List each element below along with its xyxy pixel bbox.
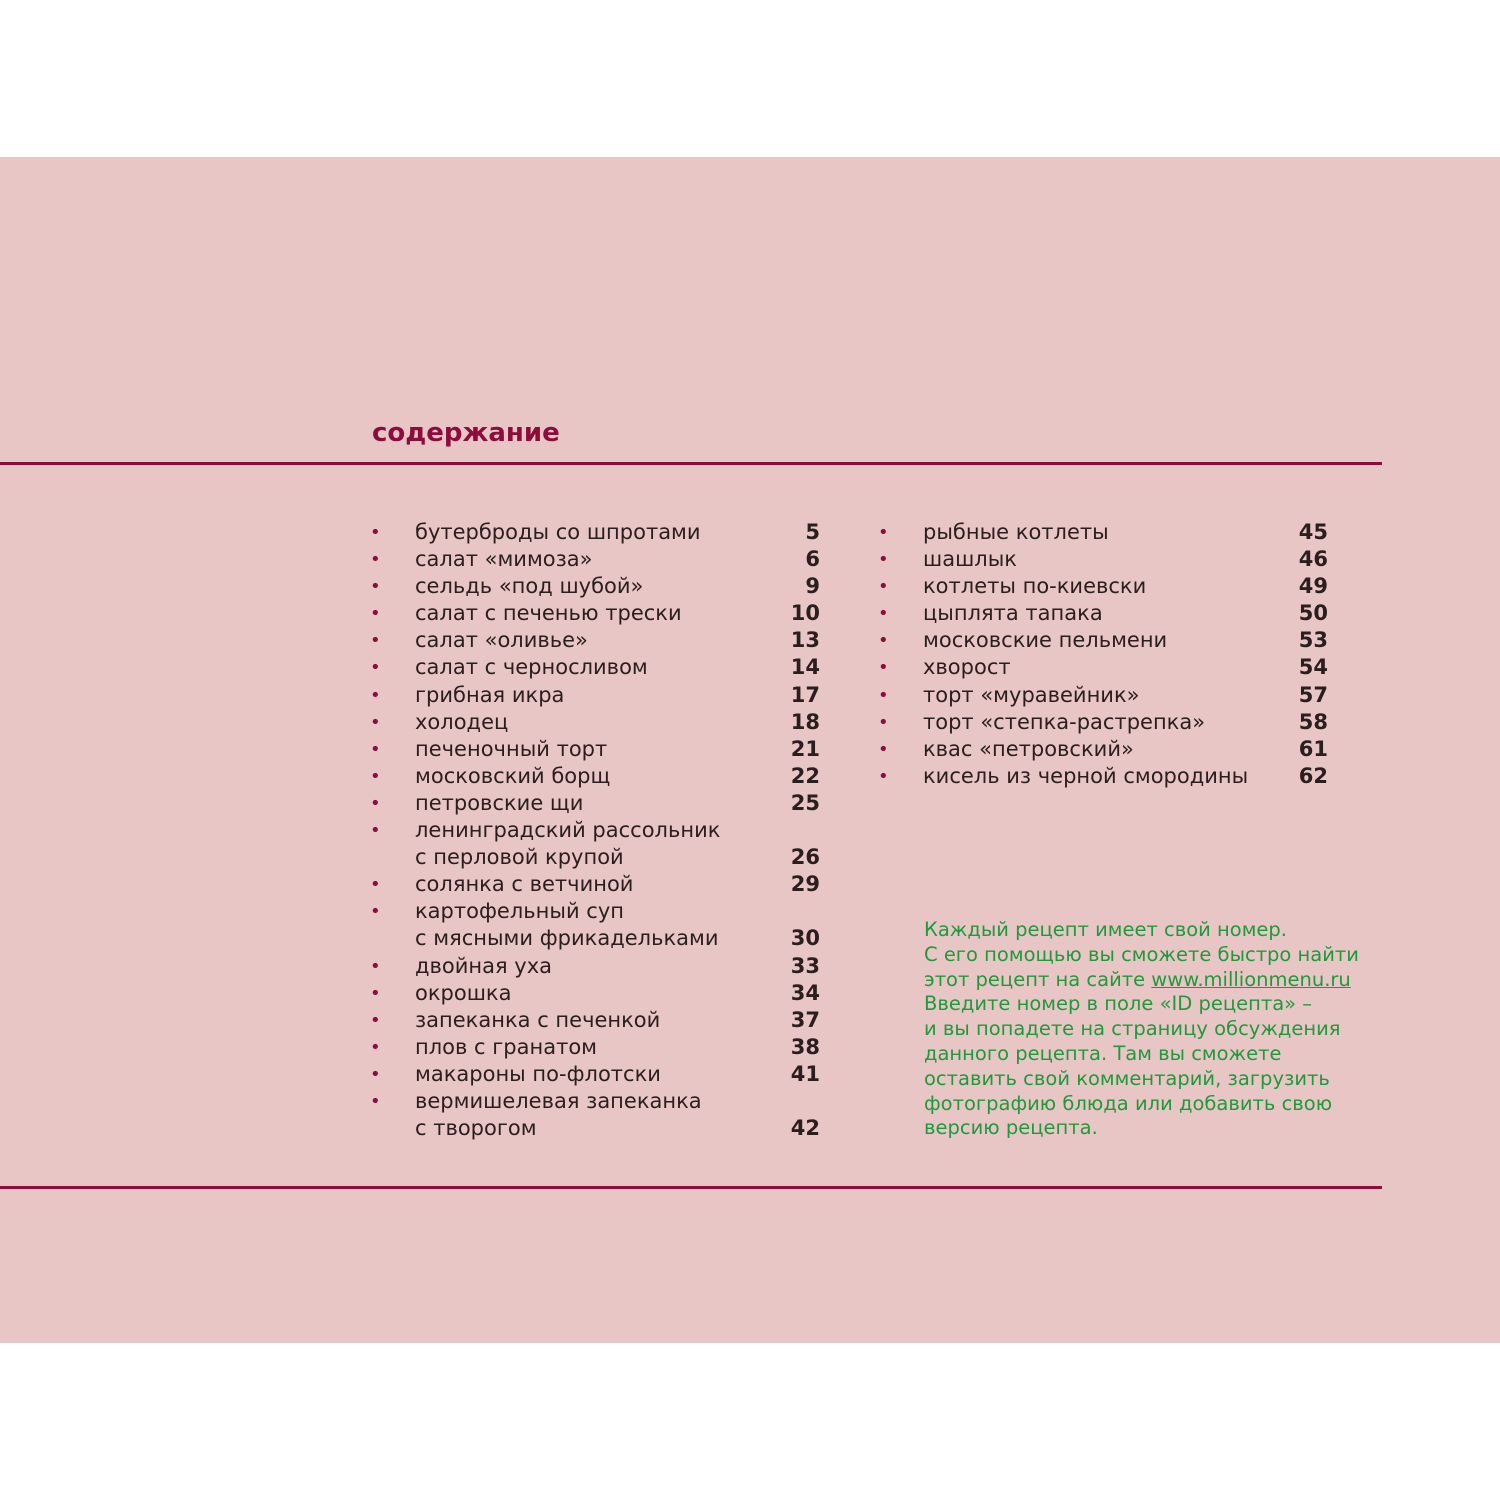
bullet-icon: • [370, 765, 381, 787]
toc-page-number: 29 [790, 872, 820, 897]
toc-page-number: 33 [790, 953, 820, 978]
toc-entry[interactable] [878, 600, 1338, 627]
bullet-icon: • [370, 684, 381, 706]
toc-page-number: 6 [805, 547, 820, 572]
toc-entry-title: окрошка [415, 980, 512, 1005]
bullet-icon: • [370, 955, 381, 977]
note-line: С его помощью вы сможете быстро найти [924, 942, 1359, 966]
bullet-icon: • [370, 982, 381, 1004]
note-line: Каждый рецепт имеет свой номер. [924, 918, 1287, 941]
toc-entry-title: запеканка с печенкой [415, 1007, 661, 1032]
toc-left-column [370, 519, 830, 1142]
bullet-icon: • [370, 576, 381, 598]
toc-entry-title-continued: с перловой крупой [415, 845, 624, 870]
toc-page-number: 10 [790, 601, 820, 626]
bullet-icon: • [370, 874, 381, 896]
toc-page-number: 45 [1298, 520, 1328, 544]
toc-entry-title: бутерброды со шпротами [415, 520, 701, 544]
toc-page-number: 57 [1298, 682, 1328, 707]
toc-page-number: 30 [790, 926, 820, 951]
toc-entry-title: петровские щи [415, 790, 584, 815]
toc-page-number: 58 [1298, 709, 1328, 734]
toc-entry-title: солянка с ветчиной [415, 872, 634, 897]
note-text: этот рецепт на сайте [924, 967, 1152, 991]
page-title: содержание [372, 418, 560, 448]
toc-entry[interactable] [370, 709, 830, 736]
toc-entry[interactable] [878, 709, 1338, 736]
note-line [924, 968, 1374, 993]
toc-entry-title: торт «муравейник» [923, 682, 1140, 707]
toc-page-number: 5 [805, 520, 820, 544]
toc-entry[interactable] [370, 953, 830, 980]
note-line: данного рецепта. Там вы сможете [924, 1041, 1282, 1065]
toc-entry[interactable] [878, 627, 1338, 654]
toc-entry-title: рыбные котлеты [923, 520, 1109, 544]
toc-page-number: 54 [1298, 655, 1328, 680]
note-line: фотографию блюда или добавить свою [924, 1091, 1333, 1115]
top-divider [0, 462, 1382, 465]
bottom-divider [0, 1186, 1382, 1189]
toc-entry[interactable] [370, 682, 830, 709]
bullet-icon: • [878, 684, 889, 706]
toc-page-number: 42 [790, 1116, 820, 1141]
toc-page-number: 21 [790, 736, 820, 761]
toc-entry[interactable] [370, 1088, 830, 1142]
toc-entry-title: торт «степка-растрепка» [923, 709, 1206, 734]
website-link[interactable]: www.millionmenu.ru [1151, 967, 1351, 991]
toc-entry-title: котлеты по-киевски [923, 574, 1147, 599]
toc-entry-title: сельдь «под шубой» [415, 574, 644, 599]
toc-entry-title: печеночный торт [415, 736, 608, 761]
toc-entry[interactable] [370, 1007, 830, 1034]
toc-entry-title: шашлык [923, 547, 1017, 572]
note-line: и вы попадете на страницу обсуждения [924, 1017, 1341, 1041]
toc-entry-title: плов с гранатом [415, 1034, 598, 1059]
toc-entry[interactable] [370, 817, 830, 871]
bullet-icon: • [370, 820, 381, 842]
toc-entry-title: квас «петровский» [923, 736, 1134, 761]
toc-page-number: 50 [1298, 601, 1328, 626]
toc-entry[interactable] [878, 573, 1338, 600]
toc-page-number: 34 [790, 980, 820, 1005]
toc-entry[interactable] [370, 790, 830, 817]
toc-entry[interactable] [370, 736, 830, 763]
bullet-icon: • [370, 1090, 381, 1112]
toc-page-number: 18 [790, 709, 820, 734]
toc-entry-title-continued: с творогом [415, 1116, 537, 1141]
toc-entry[interactable] [370, 600, 830, 627]
bullet-icon: • [370, 901, 381, 923]
bullet-icon: • [370, 657, 381, 679]
bullet-icon: • [370, 711, 381, 733]
toc-entry[interactable] [878, 763, 1338, 790]
note-line: оставить свой комментарий, загрузить [924, 1066, 1330, 1090]
bullet-icon: • [878, 576, 889, 598]
toc-entry[interactable] [370, 1034, 830, 1061]
bullet-icon: • [878, 711, 889, 733]
toc-page-number: 62 [1298, 763, 1328, 788]
toc-entry[interactable] [370, 546, 830, 573]
bullet-icon: • [370, 738, 381, 760]
bullet-icon: • [878, 765, 889, 787]
toc-entry-title: двойная уха [415, 953, 553, 978]
toc-entry[interactable] [370, 573, 830, 600]
bullet-icon: • [370, 792, 381, 814]
bullet-icon: • [878, 522, 889, 543]
toc-page-number: 49 [1298, 574, 1328, 599]
toc-entry-title: салат с черносливом [415, 655, 648, 680]
toc-page-number: 17 [790, 682, 820, 707]
toc-entry-title: холодец [415, 709, 509, 734]
toc-page-number: 41 [790, 1061, 820, 1086]
toc-entry-title: вермишелевая запеканка [415, 1088, 702, 1113]
toc-entry[interactable] [370, 763, 830, 790]
toc-entry-title: салат с печенью трески [415, 601, 682, 626]
toc-page-number: 25 [790, 790, 820, 815]
toc-entry[interactable] [370, 627, 830, 654]
toc-page-number: 9 [805, 574, 820, 599]
toc-entry[interactable] [878, 736, 1338, 763]
bullet-icon: • [370, 1009, 381, 1031]
toc-page-number: 38 [790, 1034, 820, 1059]
toc-page-number: 53 [1298, 628, 1328, 653]
toc-page-number: 46 [1298, 547, 1328, 572]
bullet-icon: • [878, 549, 889, 571]
toc-entry-title: картофельный суп [415, 899, 624, 924]
toc-entry-title: салат «мимоза» [415, 547, 593, 572]
toc-entry-title: цыплята тапака [923, 601, 1103, 626]
toc-page-number: 13 [790, 628, 820, 653]
toc-entry[interactable] [370, 1061, 830, 1088]
toc-page-number: 61 [1298, 736, 1328, 761]
toc-entry-title: хворост [923, 655, 1011, 680]
bullet-icon: • [878, 603, 889, 625]
toc-page-number: 22 [790, 763, 820, 788]
note-line: версию рецепта. [924, 1116, 1098, 1140]
toc-entry-title: салат «оливье» [415, 628, 588, 653]
toc-page-number: 26 [790, 845, 820, 870]
toc-right-column [878, 519, 1338, 790]
toc-entry[interactable] [878, 682, 1338, 709]
toc-page-number: 37 [790, 1007, 820, 1032]
note-line: Введите номер в поле «ID рецепта» – [924, 992, 1313, 1016]
toc-entry[interactable] [878, 546, 1338, 573]
bullet-icon: • [878, 630, 889, 652]
bullet-icon: • [878, 738, 889, 760]
toc-entry[interactable] [878, 519, 1338, 546]
toc-entry-title: кисель из черной смородины [923, 763, 1249, 788]
bullet-icon: • [370, 549, 381, 571]
bullet-icon: • [370, 1063, 381, 1085]
bullet-icon: • [370, 1036, 381, 1058]
toc-entry[interactable] [370, 519, 830, 546]
recipe-id-note [924, 918, 1374, 1141]
bullet-icon: • [370, 603, 381, 625]
toc-entry-title: московский борщ [415, 763, 611, 788]
toc-entry-title: ленинградский рассольник [415, 818, 721, 843]
toc-entry[interactable] [370, 980, 830, 1007]
toc-entry-title: макароны по-флотски [415, 1061, 661, 1086]
toc-entry[interactable] [878, 654, 1338, 681]
toc-entry-title: московские пельмени [923, 628, 1168, 653]
bullet-icon: • [370, 630, 381, 652]
toc-entry-title: грибная икра [415, 682, 565, 707]
toc-entry-title-continued: с мясными фрикадельками [415, 926, 719, 951]
toc-entry[interactable] [370, 898, 830, 952]
toc-page-number: 14 [790, 655, 820, 680]
bullet-icon: • [370, 522, 381, 543]
bullet-icon: • [878, 657, 889, 679]
toc-entry[interactable] [370, 654, 830, 681]
toc-entry[interactable] [370, 871, 830, 898]
